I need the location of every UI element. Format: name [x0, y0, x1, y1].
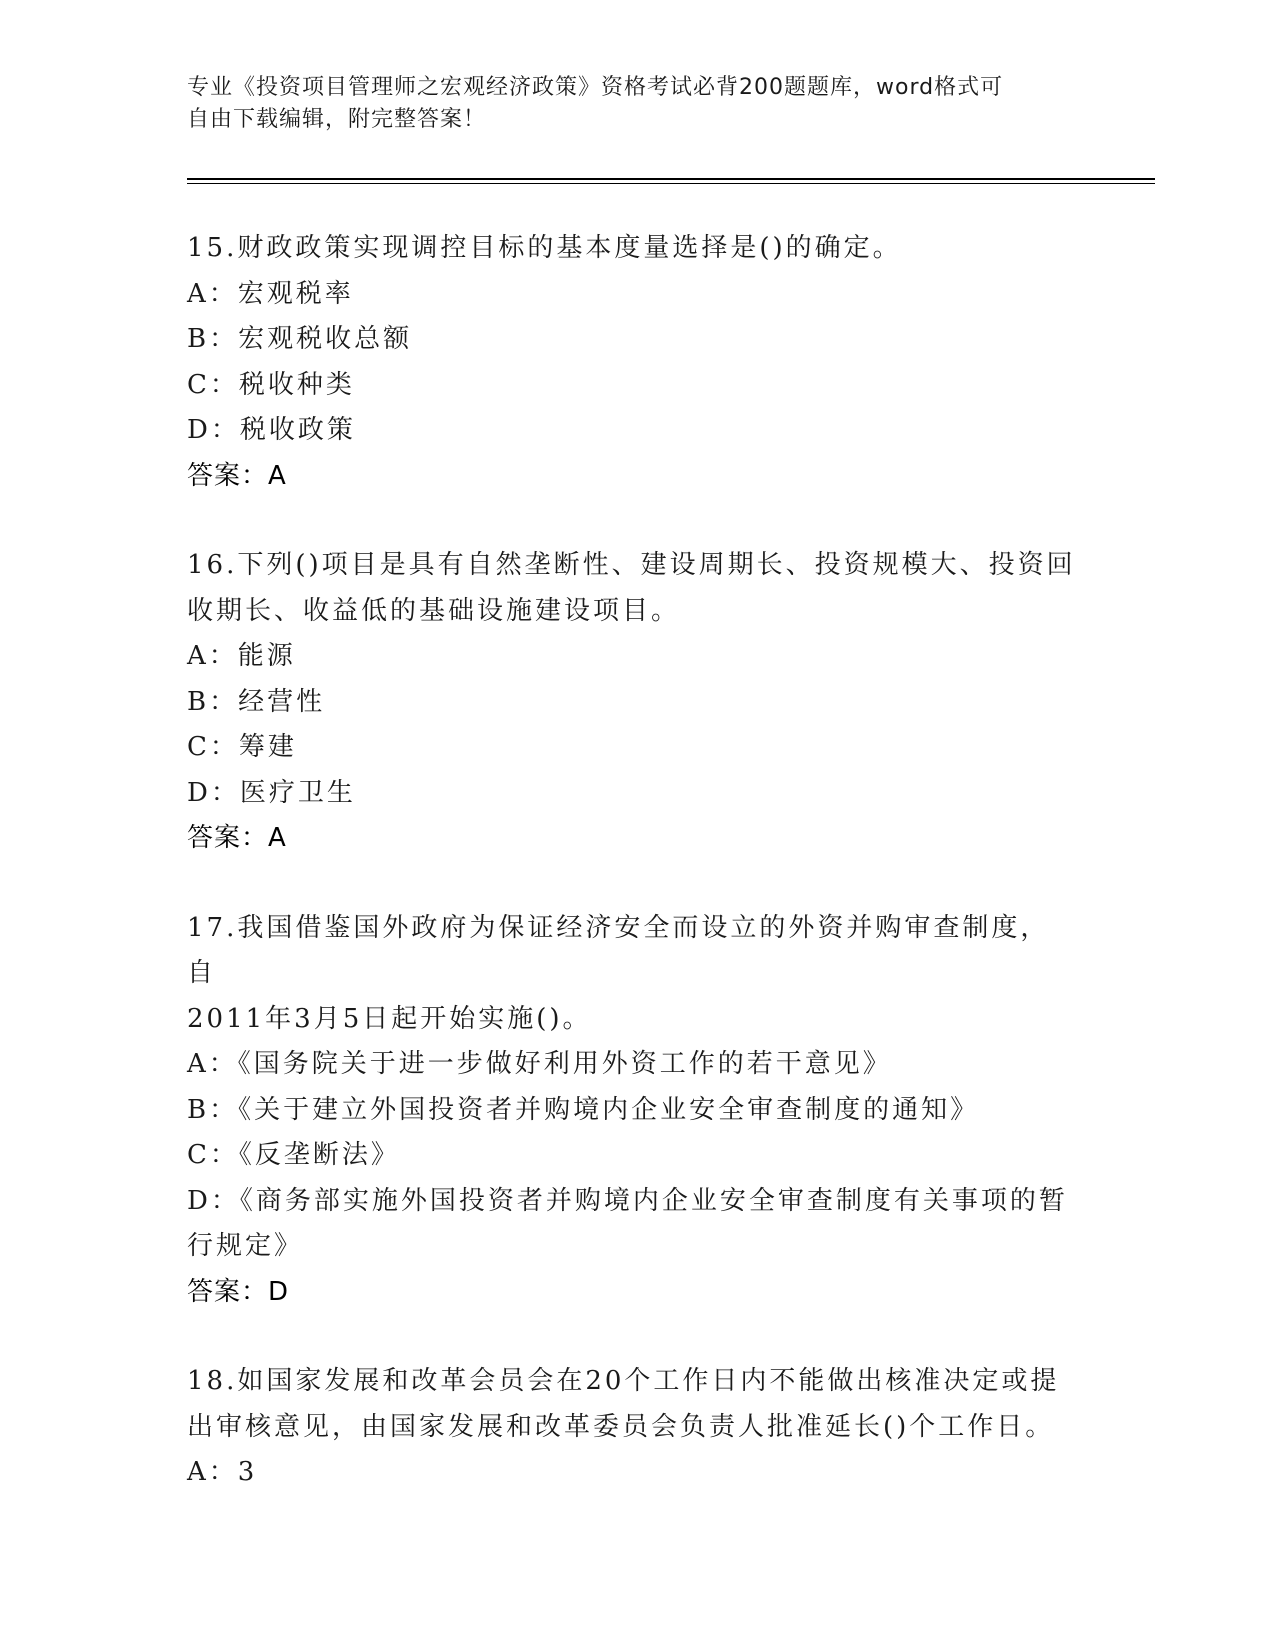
- question-15: [187, 226, 1077, 499]
- header-divider-thin: [187, 183, 1155, 184]
- question-list: [187, 226, 1077, 1540]
- option-b: B：经营性: [187, 686, 326, 717]
- option-d: D：税收政策: [187, 415, 356, 445]
- question-stem: 18.如国家发展和改革会员会在20个工作日内不能做出核准决定或提: [187, 1366, 1060, 1396]
- option-d-continued: 行规定》: [187, 1231, 304, 1261]
- option-a: A：3: [187, 1457, 258, 1487]
- option-c: C：税收种类: [187, 369, 355, 400]
- option-b: B：《关于建立外国投资者并购境内企业安全审查制度的通知》: [187, 1094, 980, 1125]
- option-b: B：宏观税收总额: [187, 324, 413, 354]
- question-stem-continued: 2011年3月5日起开始实施()。: [187, 1003, 592, 1034]
- answer-line: 答案：A: [187, 460, 287, 491]
- option-c: C：筹建: [187, 732, 297, 762]
- option-d: D：《商务部实施外国投资者并购境内企业安全审查制度有关事项的暂: [187, 1185, 1068, 1216]
- question-18: [187, 1359, 1077, 1496]
- option-a: A：《国务院关于进一步做好利用外资工作的若干意见》: [187, 1049, 892, 1079]
- option-c: C：《反垄断法》: [187, 1140, 400, 1170]
- question-stem: 17.我国借鉴国外政府为保证经济安全而设立的外资并购审查制度，自: [187, 912, 1050, 988]
- header-divider-thick: [187, 178, 1155, 180]
- question-stem: 16.下列()项目是具有自然垄断性、建设周期长、投资规模大、投资回: [187, 550, 1076, 580]
- option-d: D：医疗卫生: [187, 777, 356, 808]
- question-stem-continued: 收期长、收益低的基础设施建设项目。: [187, 595, 681, 626]
- option-a: A：宏观税率: [187, 278, 354, 309]
- question-17: [187, 906, 1077, 1316]
- answer-line: 答案：D: [187, 1276, 290, 1307]
- option-a: A：能源: [187, 641, 296, 671]
- question-stem: 15.财政政策实现调控目标的基本度量选择是()的确定。: [187, 233, 902, 263]
- document-header-text: 专业《投资项目管理师之宏观经济政策》资格考试必背200题题库，word格式可 自由下载编辑，附完整答案！: [187, 75, 1004, 132]
- question-stem-continued: 出审核意见，由国家发展和改革委员会负责人批准延长()个工作日。: [187, 1411, 1055, 1442]
- answer-line: 答案：A: [187, 823, 287, 853]
- question-16: [187, 543, 1077, 862]
